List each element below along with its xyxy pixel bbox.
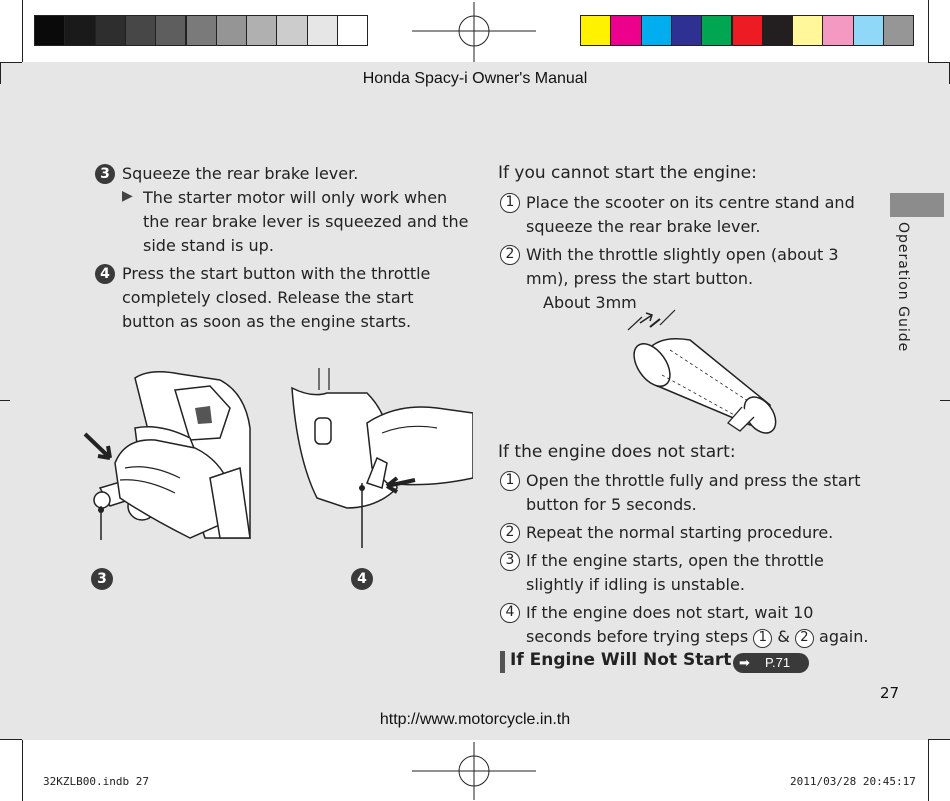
footer-url: http://www.motorcycle.in.th xyxy=(379,711,571,728)
does-not-start-step-2-badge: 2 xyxy=(500,523,520,543)
does-not-start-step-1-line2: button for 5 seconds. xyxy=(526,495,697,514)
color-swatch xyxy=(64,15,95,46)
does-not-start-step-1-line1: Open the throttle fully and press the start xyxy=(526,471,861,490)
step-4-line3: button as soon as the engine starts. xyxy=(122,312,412,331)
color-swatch xyxy=(95,15,126,46)
color-swatch xyxy=(34,15,65,46)
color-swatch xyxy=(155,15,186,46)
arrow-right-icon: ➡ xyxy=(739,655,750,670)
step-4-line2: completely closed. Release the start xyxy=(122,288,414,307)
color-swatch xyxy=(701,15,732,46)
cannot-start-step-1-badge: 1 xyxy=(500,193,520,213)
cannot-start-heading: If you cannot start the engine: xyxy=(498,163,757,183)
color-swatch xyxy=(216,15,247,46)
does-not-start-heading: If the engine does not start: xyxy=(498,442,736,462)
does-not-start-step-4-line2 xyxy=(526,625,868,649)
step-4-line2-suffix: again. xyxy=(819,627,869,646)
registration-crosshair-top xyxy=(412,2,536,62)
manual-title: Honda Spacy-i Owner's Manual xyxy=(362,70,588,87)
cannot-start-step-2-line2: mm), press the start button. xyxy=(526,269,754,288)
brake-lever-illustration xyxy=(80,368,252,540)
note-arrow-icon: ▶ xyxy=(122,188,133,204)
page-reference-label: P.71 xyxy=(765,655,791,670)
page-number: 27 xyxy=(880,684,900,702)
callout-4-badge: 4 xyxy=(351,568,373,590)
color-swatch xyxy=(276,15,307,46)
section-tab-marker xyxy=(890,193,944,217)
color-swatch xyxy=(580,15,611,46)
step-3-note-line3: side stand is up. xyxy=(143,236,274,255)
color-swatch xyxy=(610,15,641,46)
color-swatch xyxy=(125,15,156,46)
section-tab-label: Operation Guide xyxy=(895,222,911,353)
color-swatch xyxy=(822,15,853,46)
callout-3-badge: 3 xyxy=(91,568,113,590)
does-not-start-step-4-badge: 4 xyxy=(500,603,520,623)
step-3-badge: 3 xyxy=(95,164,115,184)
color-swatch xyxy=(641,15,672,46)
step-4-line2-prefix: seconds before trying steps xyxy=(526,627,749,646)
color-swatch xyxy=(853,15,884,46)
slug-timestamp: 2011/03/28 20:45:17 xyxy=(790,775,916,788)
color-swatch xyxy=(186,15,217,46)
reference-bar xyxy=(500,651,505,673)
step-3-text: Squeeze the rear brake lever. xyxy=(122,164,359,183)
registration-crosshair-bottom xyxy=(412,742,536,800)
step-4-line1: Press the start button with the throttle xyxy=(122,264,431,283)
step-ref-2-badge: 2 xyxy=(795,629,814,648)
does-not-start-step-1-badge: 1 xyxy=(500,471,520,491)
color-swatch xyxy=(732,15,763,46)
cannot-start-step-2-badge: 2 xyxy=(500,245,520,265)
color-swatch xyxy=(246,15,277,46)
color-swatch xyxy=(883,15,914,46)
color-swatch xyxy=(671,15,702,46)
step-3-note-line1: The starter motor will only work when xyxy=(143,188,448,207)
cannot-start-step-1-line1: Place the scooter on its centre stand and xyxy=(526,193,855,212)
color-swatch xyxy=(792,15,823,46)
step-ref-ampersand: & xyxy=(777,627,790,646)
does-not-start-step-2-line1: Repeat the normal starting procedure. xyxy=(526,523,834,542)
color-swatch xyxy=(307,15,338,46)
color-swatch xyxy=(762,15,793,46)
step-4-badge: 4 xyxy=(95,264,115,284)
slug-file-info: 32KZLB00.indb 27 xyxy=(43,775,149,788)
does-not-start-step-4-line1: If the engine does not start, wait 10 xyxy=(526,603,814,622)
cannot-start-step-2-line1: With the throttle slightly open (about 3 xyxy=(526,245,839,264)
reference-title: If Engine Will Not Start xyxy=(510,650,732,670)
start-button-illustration xyxy=(287,368,473,548)
step-3-note-line2: the rear brake lever is squeezed and the xyxy=(143,212,469,231)
does-not-start-step-3-line1: If the engine starts, open the throttle xyxy=(526,551,824,570)
throttle-grip-diagram xyxy=(620,305,785,445)
does-not-start-step-3-line2: slightly if idling is unstable. xyxy=(526,575,745,594)
throttle-gap-label: About 3mm xyxy=(543,293,637,312)
page-reference-link[interactable] xyxy=(733,653,809,673)
cannot-start-step-1-line2: squeeze the rear brake lever. xyxy=(526,217,761,236)
does-not-start-step-3-badge: 3 xyxy=(500,551,520,571)
step-ref-1-badge: 1 xyxy=(753,629,772,648)
color-swatch xyxy=(337,15,368,46)
